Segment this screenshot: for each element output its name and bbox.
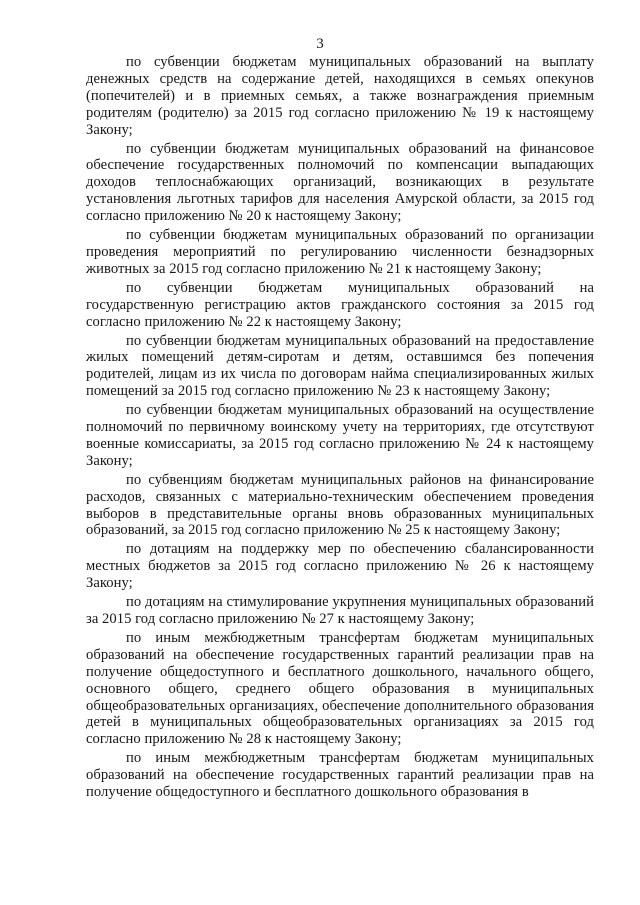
- paragraph: по субвенции бюджетам муниципальных образований на выплату денежных средств на содержание детей, находящихся в семьях опекунов (попечителей) и в приемных семьях, а также вознаграждения приемным родителям (родителю) за 2015 год согласно приложению № 19 к настоящему Закону;: [86, 54, 594, 138]
- paragraph: по субвенции бюджетам муниципальных образований на финансовое обеспечение государственных полномочий по компенсации выпадающих доходов теплоснабжающих организаций, возникающих в результате установления льготных тарифов для населения Амурской области, за 2015 год согласно приложению № 20 к настоящему Закону;: [86, 140, 594, 225]
- paragraph: по иным межбюджетным трансфертам бюджетам муниципальных образований на обеспечение государственных гарантий реализации прав на получение общедоступного и бесплатного дошкольного образования в: [86, 750, 594, 801]
- paragraph: по субвенции бюджетам муниципальных образований на осуществление полномочий по первичному воинскому учету на территориях, где отсутствуют военные комиссариаты, за 2015 год согласно приложению № 24 к настоящему Закону;: [86, 402, 594, 469]
- document-body: [86, 54, 594, 803]
- paragraph: по субвенции бюджетам муниципальных образований по организации проведения мероприятий по регулированию численности безнадзорных животных за 2015 год согласно приложению № 21 к настоящему Закону;: [86, 227, 594, 277]
- paragraph: по иным межбюджетным трансфертам бюджетам муниципальных образований на обеспечение государственных гарантий реализации прав на получение общедоступного и бесплатного дошкольного, начального общего, основного общего, среднего общего образования в муниципальных общеобразовательных организациях, обеспечение дополнительного образования детей в муниципальных общеобразовательных организациях за 2015 год согласно приложению № 28 к настоящему Закону;: [86, 629, 594, 748]
- paragraph: по субвенциям бюджетам муниципальных районов на финансирование расходов, связанных с материально-техническим обеспечением проведения выборов в представительные органы вновь образованных муниципальных образований, за 2015 год согласно приложению № 25 к настоящему Закону;: [86, 471, 594, 539]
- paragraph: по субвенции бюджетам муниципальных образований на предоставление жилых помещений детям-сиротам и детям, оставшимся без попечения родителей, лицам из их числа по договорам найма специализированных жилых помещений за 2015 год согласно приложению № 23 к настоящему Закону;: [86, 332, 594, 400]
- page-number: 3: [316, 36, 324, 52]
- paragraph: по субвенции бюджетам муниципальных образований на государственную регистрацию актов гражданского состояния за 2015 год согласно приложению № 22 к настоящему Закону;: [86, 279, 594, 330]
- paragraph: по дотациям на поддержку мер по обеспечению сбалансированности местных бюджетов за 2015 год согласно приложению № 26 к настоящему Закону;: [86, 541, 594, 592]
- paragraph: по дотациям на стимулирование укрупнения муниципальных образований за 2015 год согласно приложению № 27 к настоящему Закону;: [86, 594, 594, 627]
